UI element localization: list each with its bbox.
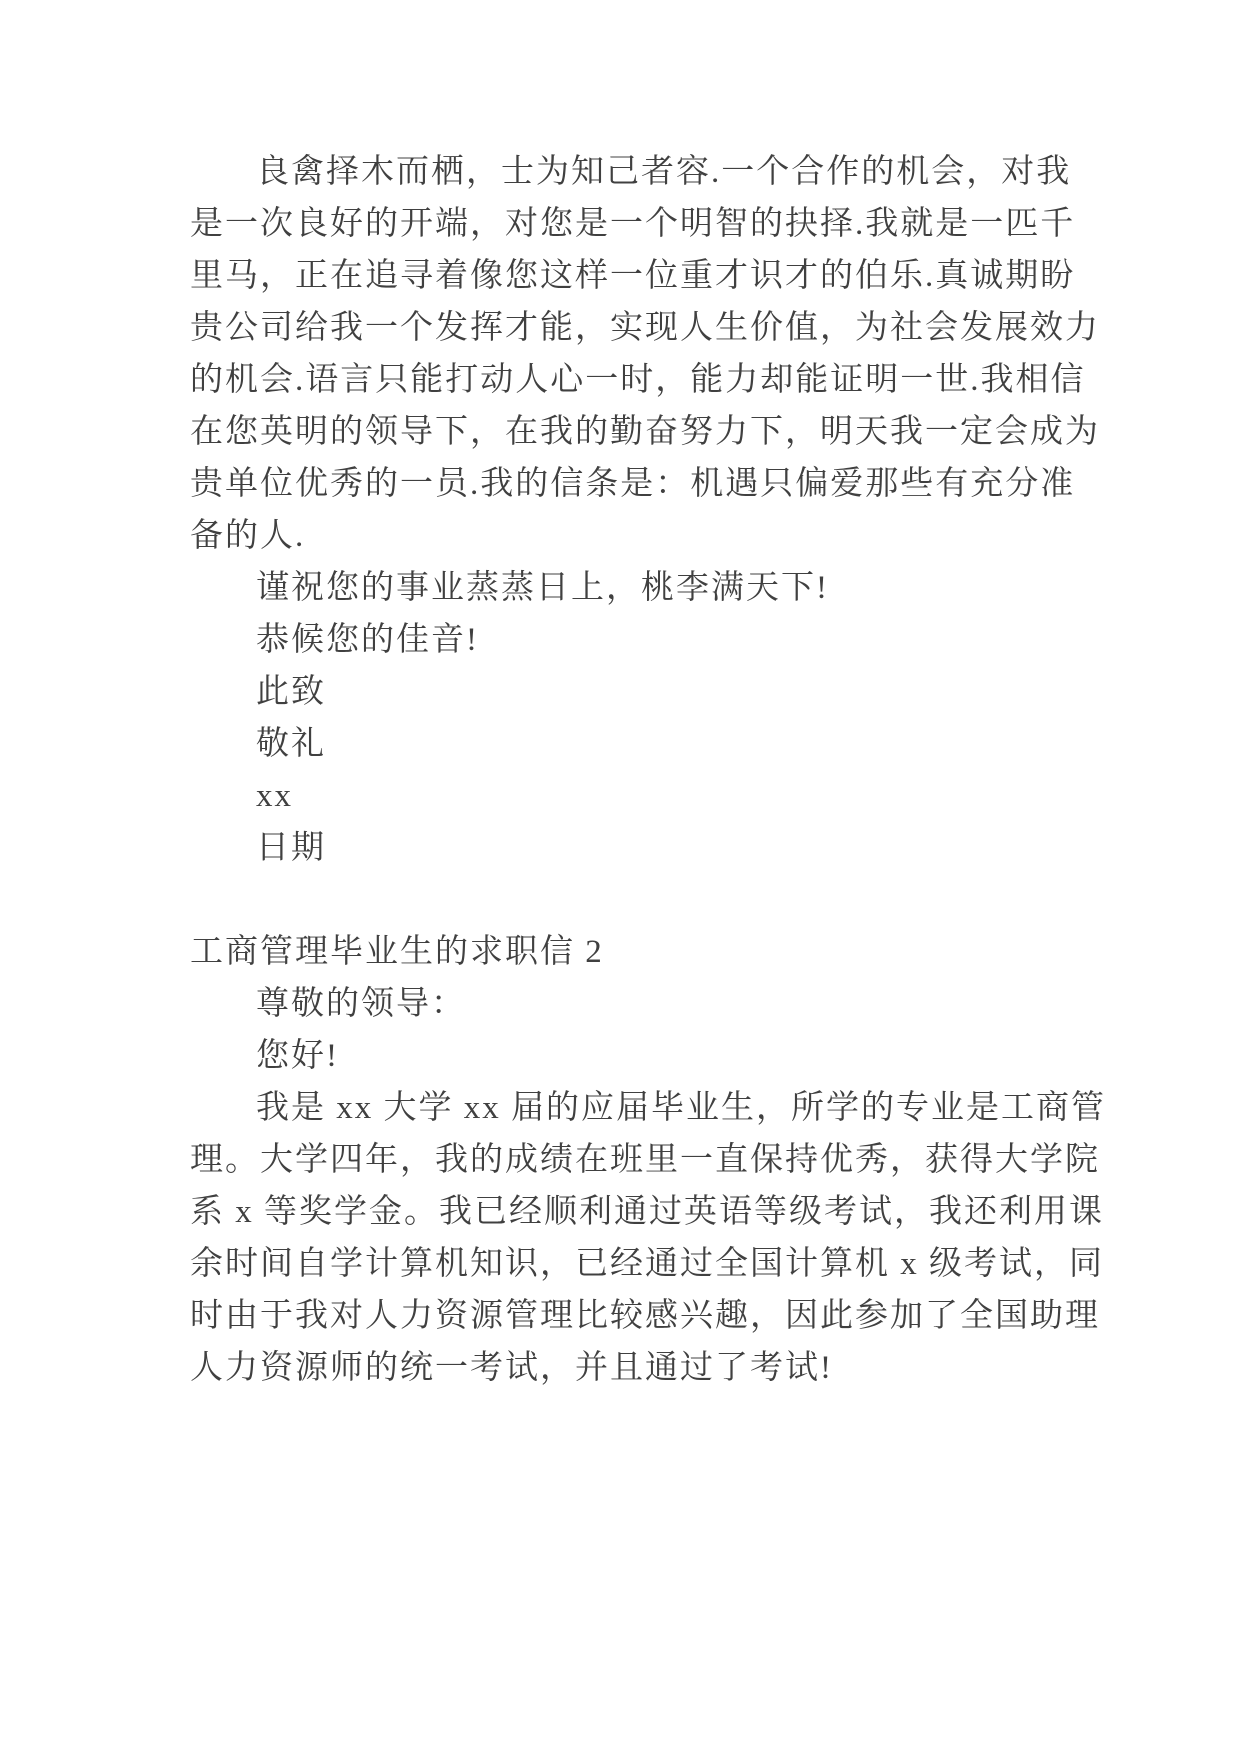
text-line: 理。大学四年，我的成绩在班里一直保持优秀，获得大学院 bbox=[190, 1142, 1100, 1178]
salutation-line: 尊敬的领导： bbox=[256, 986, 466, 1022]
text-line: 备的人. bbox=[190, 518, 306, 554]
text-line: 里马，正在追寻着像您这样一位重才识才的伯乐.真诚期盼 bbox=[190, 258, 1076, 294]
text-line: 系 x 等奖学金。我已经顺利通过英语等级考试，我还利用课 bbox=[190, 1194, 1104, 1230]
text-line: 贵公司给我一个发挥才能，实现人生价值，为社会发展效力 bbox=[190, 310, 1100, 346]
text-line: 的机会.语言只能打动人心一时，能力却能证明一世.我相信 bbox=[190, 362, 1086, 398]
signature: xx bbox=[256, 778, 293, 814]
text-line: 余时间自学计算机知识，已经通过全国计算机 x 级考试，同 bbox=[190, 1246, 1104, 1282]
wish-line: 谨祝您的事业蒸蒸日上，桃李满天下! bbox=[256, 570, 829, 606]
letter1-closing bbox=[190, 562, 1068, 874]
letter1-body-paragraph bbox=[190, 146, 1100, 562]
document-content bbox=[190, 146, 1106, 1394]
text-line: 我是 xx 大学 xx 届的应届毕业生，所学的专业是工商管 bbox=[256, 1090, 1106, 1126]
letter2-body-paragraph bbox=[190, 1082, 1106, 1394]
letter2-section bbox=[190, 926, 1106, 1394]
await-reply-line: 恭候您的佳音! bbox=[256, 622, 479, 658]
letter2-heading: 工商管理毕业生的求职信 2 bbox=[190, 934, 604, 970]
text-line: 在您英明的领导下，在我的勤奋努力下，明天我一定会成为 bbox=[190, 414, 1100, 450]
text-line: 时由于我对人力资源管理比较感兴趣，因此参加了全国助理 bbox=[190, 1298, 1100, 1334]
greeting-line: 您好! bbox=[256, 1038, 339, 1074]
closing-cizhi: 此致 bbox=[256, 674, 326, 710]
date-label: 日期 bbox=[256, 830, 326, 866]
text-line: 人力资源师的统一考试，并且通过了考试! bbox=[190, 1350, 833, 1386]
spacer bbox=[190, 874, 1068, 926]
closing-jingli: 敬礼 bbox=[256, 726, 326, 762]
text-line: 良禽择木而栖，士为知己者容.一个合作的机会，对我 bbox=[256, 154, 1072, 190]
text-line: 是一次良好的开端，对您是一个明智的抉择.我就是一匹千 bbox=[190, 206, 1076, 242]
text-line: 贵单位优秀的一员.我的信条是：机遇只偏爱那些有充分准 bbox=[190, 466, 1076, 502]
